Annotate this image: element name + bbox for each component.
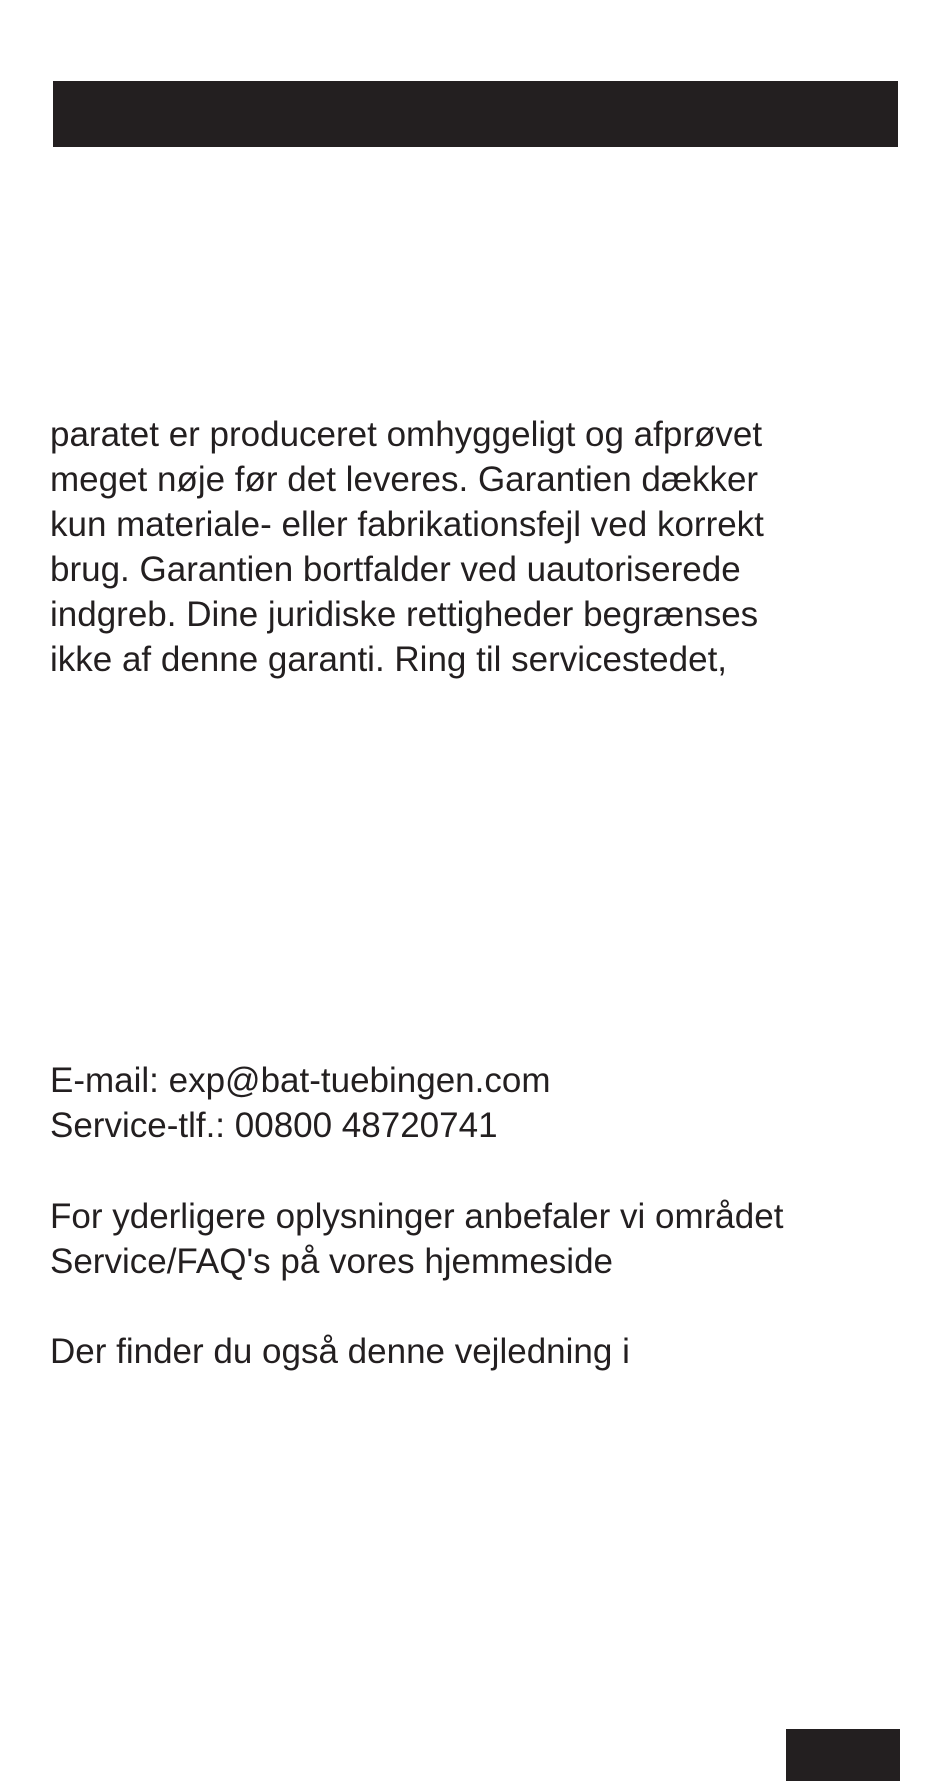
more-info-line: For yderligere oplysninger anbefaler vi området <box>50 1197 784 1236</box>
phone-line: Service-tlf.: 00800 48720741 <box>50 1106 498 1145</box>
guide-paragraph <box>50 1329 910 1374</box>
warranty-line: indgreb. Dine juridiske rettigheder begrænses <box>50 595 759 634</box>
warranty-line: kun materiale- eller fabrikationsfejl ved korrekt <box>50 505 764 544</box>
page-tab-marker <box>786 1729 900 1781</box>
more-info-paragraph <box>50 1194 910 1284</box>
email-line: E-mail: exp@bat-tuebingen.com <box>50 1061 551 1100</box>
warranty-paragraph <box>50 412 910 682</box>
warranty-line: brug. Garantien bortfalder ved uautoriserede <box>50 550 741 589</box>
guide-line: Der finder du også denne vejledning i <box>50 1332 630 1371</box>
warranty-line: ikke af denne garanti. Ring til servicestedet, <box>50 640 728 679</box>
warranty-line: paratet er produceret omhyggeligt og afprøvet <box>50 415 763 454</box>
contact-info <box>50 1058 910 1148</box>
header-bar <box>53 81 898 147</box>
more-info-line: Service/FAQ's på vores hjemmeside <box>50 1242 614 1281</box>
warranty-line: meget nøje før det leveres. Garantien dækker <box>50 460 759 499</box>
